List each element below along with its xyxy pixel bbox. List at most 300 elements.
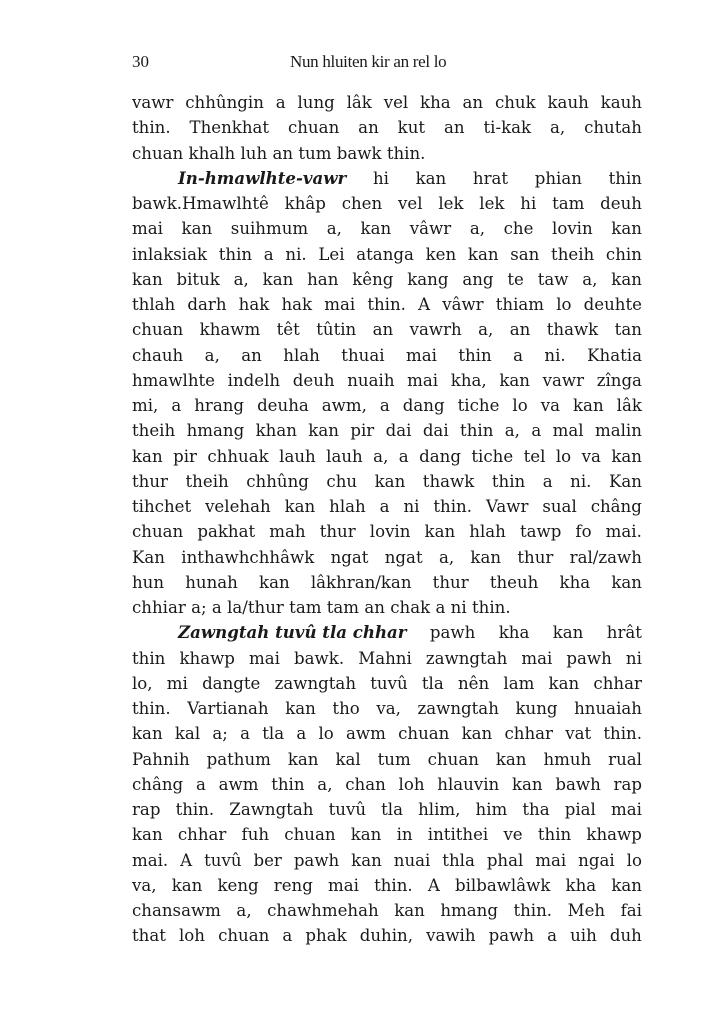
- word: Pahnih: [132, 749, 190, 769]
- text-line: [132, 797, 642, 822]
- word: tan: [614, 320, 642, 340]
- word: a: [275, 93, 286, 112]
- word: che: [503, 219, 534, 239]
- text-line-first: [132, 620, 642, 645]
- text-line: [132, 898, 642, 923]
- paragraph-2: [132, 166, 642, 621]
- word: kal: [174, 724, 201, 744]
- word: tla: [421, 673, 444, 693]
- word: a,: [233, 269, 249, 289]
- text-line: [132, 368, 642, 393]
- word: kan: [461, 724, 493, 744]
- word: ngai: [578, 850, 615, 870]
- text-line: [132, 519, 642, 544]
- word: chuan: [132, 320, 184, 340]
- word: lâk: [346, 93, 372, 112]
- word: khalh: [188, 143, 236, 163]
- word: chansawm: [132, 901, 221, 920]
- word: lam: [503, 673, 535, 693]
- word: tla: [262, 724, 285, 744]
- text-line: [132, 671, 642, 696]
- word: kan: [132, 446, 163, 466]
- word: theih: [185, 471, 229, 491]
- word: thawk: [546, 320, 599, 340]
- text-line: [132, 545, 642, 570]
- word: chuan: [132, 143, 184, 163]
- word: tuvû: [204, 850, 242, 870]
- word: tuvû: [370, 673, 408, 693]
- word: awm,: [321, 396, 367, 415]
- word: dangte: [202, 673, 261, 693]
- word: chutah: [584, 118, 642, 138]
- word: a: [379, 497, 390, 516]
- word: hunah: [185, 572, 238, 592]
- word: tûtin: [316, 320, 357, 340]
- text-line: [132, 747, 642, 772]
- word: hlah: [469, 522, 506, 542]
- word: lo: [318, 724, 334, 744]
- word: thin: [537, 825, 572, 845]
- word: pawh: [566, 648, 612, 668]
- word: ni: [450, 598, 467, 617]
- word: dang: [402, 396, 445, 415]
- word: a: [240, 724, 250, 744]
- word: a: [282, 926, 293, 946]
- word: tel: [523, 446, 546, 466]
- word: a;: [191, 598, 207, 617]
- word: bituk: [176, 269, 220, 289]
- page-header: [132, 52, 642, 76]
- word: a,: [373, 446, 389, 466]
- word: ber: [253, 850, 282, 870]
- word: vawr: [132, 93, 174, 112]
- word: kan: [611, 219, 642, 239]
- word: thin.: [175, 800, 215, 819]
- word: mi: [166, 673, 188, 693]
- word: dai: [385, 421, 412, 441]
- word: Meh: [567, 901, 606, 920]
- word: in: [396, 825, 413, 845]
- word: kan: [181, 219, 213, 239]
- word: khawm: [199, 320, 261, 340]
- word: kan: [470, 547, 502, 567]
- word: thur: [432, 572, 469, 592]
- word: phal: [486, 850, 524, 870]
- word: kauh: [600, 93, 642, 112]
- word: kan: [284, 497, 316, 516]
- word: mai: [521, 648, 553, 668]
- word: kan: [308, 421, 339, 441]
- word: sual: [542, 497, 577, 516]
- word: chuan: [132, 522, 184, 542]
- word: mai: [249, 648, 280, 668]
- word: a: [211, 598, 222, 617]
- word: tuvû: [328, 800, 367, 819]
- word: a: [379, 396, 390, 415]
- text-line: [132, 873, 642, 898]
- word: an: [462, 93, 484, 112]
- word: deuh: [292, 370, 335, 390]
- word: Kan: [608, 471, 642, 491]
- word: vawr: [542, 370, 585, 390]
- word: vâwr: [442, 295, 484, 314]
- word: thin.: [471, 598, 511, 617]
- term-in-hmawlhte-vawr: In-hmawlhte-vawr: [178, 167, 347, 188]
- word: A: [427, 875, 440, 895]
- word: tla: [381, 800, 403, 819]
- paragraph-1: [132, 90, 642, 166]
- word: hlah: [329, 497, 366, 516]
- word: fo: [575, 522, 592, 542]
- word: kan: [374, 471, 406, 491]
- word: rap: [613, 774, 642, 794]
- word: keng: [217, 875, 259, 895]
- word: deuhte: [583, 295, 642, 314]
- word: hrat: [472, 168, 509, 188]
- word: thin: [491, 471, 526, 491]
- word: hnuaiah: [574, 699, 642, 718]
- text-line: [132, 216, 642, 241]
- word: an: [358, 118, 379, 138]
- text-line: [132, 90, 642, 115]
- word: chin: [605, 244, 642, 264]
- word: kut: [397, 118, 426, 138]
- text-line: [132, 242, 642, 267]
- word: deuha: [257, 396, 309, 415]
- word: a: [263, 244, 274, 264]
- word: luh: [240, 143, 268, 163]
- word: a,: [504, 421, 520, 441]
- word: pawh: [429, 623, 476, 643]
- word: Zawngtah: [229, 800, 314, 819]
- text-line: [132, 418, 642, 443]
- word: châng: [132, 774, 184, 794]
- word: hak: [281, 295, 313, 314]
- word: indelh: [227, 370, 281, 390]
- word: a,: [550, 118, 566, 138]
- word: kan: [424, 522, 456, 542]
- word: kêng: [352, 269, 394, 289]
- word: a,: [236, 901, 252, 920]
- word: lâk: [616, 396, 642, 415]
- word: mai: [132, 219, 163, 239]
- word: vawih: [426, 926, 476, 946]
- word: thin.: [386, 143, 426, 163]
- word: awm: [218, 774, 259, 794]
- word: hun: [132, 572, 165, 592]
- word: mi,: [132, 396, 159, 415]
- word: vat: [565, 724, 592, 744]
- word: taw: [537, 269, 569, 289]
- word: lung: [297, 93, 335, 112]
- word: tam: [552, 194, 585, 213]
- word: thin: [218, 244, 253, 264]
- word: han: [307, 269, 339, 289]
- word: kan: [552, 623, 584, 643]
- word: tum: [298, 143, 332, 163]
- word: thlah: [132, 295, 176, 314]
- word: an: [509, 320, 531, 340]
- word: an: [272, 143, 294, 163]
- word: va,: [376, 699, 401, 718]
- word: thin.: [132, 118, 171, 138]
- word: an: [241, 345, 262, 365]
- word: mai.: [132, 850, 169, 870]
- word: lo: [626, 850, 642, 870]
- word: kan: [467, 244, 499, 264]
- word: theuh: [489, 572, 539, 592]
- paragraph-3: [132, 620, 642, 948]
- word: ang: [462, 269, 494, 289]
- word: bilbawlâwk: [454, 875, 551, 895]
- text-line: [132, 141, 642, 166]
- word: lovin: [369, 522, 411, 542]
- word: chhuak: [207, 446, 269, 466]
- word: phak: [305, 926, 347, 946]
- word: ni.: [285, 244, 307, 264]
- word: kang: [407, 269, 449, 289]
- text-line: [132, 721, 642, 746]
- word: hmuh: [543, 749, 592, 769]
- word: thiam: [495, 295, 545, 314]
- word: that: [132, 926, 166, 946]
- word: ni.: [544, 345, 566, 365]
- word: lo: [555, 446, 572, 466]
- word: thin.: [367, 295, 406, 314]
- word: chauh: [132, 345, 184, 365]
- word: pial: [564, 800, 596, 819]
- word: kan: [611, 875, 642, 895]
- word: mah: [269, 522, 306, 542]
- word: kan: [287, 749, 319, 769]
- word: tam: [289, 598, 322, 617]
- word: zawngtah: [417, 699, 499, 718]
- word: chuan: [398, 724, 450, 744]
- word: la/thur: [227, 598, 284, 617]
- word: vâwr: [409, 219, 452, 239]
- word: ni.: [570, 471, 592, 491]
- word: thur: [319, 522, 356, 542]
- word: lovin: [552, 219, 593, 239]
- word: inthawhchhâwk: [181, 547, 315, 567]
- word: lâkhran/kan: [310, 572, 412, 592]
- word: phian: [534, 168, 582, 188]
- word: kal: [335, 749, 361, 769]
- word: thur: [517, 547, 554, 567]
- word: chan: [345, 774, 386, 794]
- word: vel: [398, 194, 423, 213]
- word: an: [372, 320, 394, 340]
- word: lek: [479, 194, 505, 213]
- word: darh: [187, 295, 227, 314]
- word: chhiar: [132, 598, 186, 617]
- text-line: [132, 343, 642, 368]
- word: mai.: [605, 522, 642, 542]
- word: lo: [512, 396, 528, 415]
- word: chak: [390, 598, 431, 617]
- text-line: [132, 469, 642, 494]
- word: hrang: [194, 396, 245, 415]
- word: khan: [255, 421, 297, 441]
- word: suihmum: [230, 219, 309, 239]
- word: a: [435, 598, 446, 617]
- word: mai: [405, 345, 437, 365]
- word: chhûngin: [185, 93, 264, 112]
- word: kan: [611, 446, 642, 466]
- word: zawngtah: [425, 648, 508, 668]
- text-line: [132, 292, 642, 317]
- word: chu: [326, 471, 358, 491]
- word: tawp: [519, 522, 562, 542]
- word: ve: [503, 825, 523, 845]
- word: A: [180, 850, 193, 870]
- word: a: [195, 774, 206, 794]
- word: tiche: [457, 396, 500, 415]
- word: kan: [499, 370, 530, 390]
- text-line: [132, 115, 642, 140]
- word: tiche: [471, 446, 514, 466]
- word: hlauvin: [437, 774, 500, 794]
- word: atanga: [356, 244, 414, 264]
- word: chuk: [494, 93, 536, 112]
- word: Thenkhat: [189, 118, 270, 138]
- text-line: [132, 494, 642, 519]
- word: vawrh: [409, 320, 462, 340]
- word: lauh: [326, 446, 363, 466]
- word: ral/zawh: [569, 547, 642, 567]
- word: chhar: [177, 825, 227, 845]
- word: ngat: [330, 547, 369, 567]
- word: intithei: [427, 825, 489, 845]
- word: fuh: [241, 825, 270, 845]
- word: an: [444, 118, 465, 138]
- word: him: [475, 800, 508, 819]
- word: thla: [442, 850, 475, 870]
- word: bawk.Hmawlhtê: [132, 194, 269, 213]
- word: thin: [132, 648, 166, 668]
- word: pir: [350, 421, 375, 441]
- word: loh: [398, 774, 425, 794]
- text-line: [132, 923, 642, 948]
- word: a: [531, 421, 542, 441]
- word: mai: [407, 370, 439, 390]
- text-line: [132, 570, 642, 595]
- word: chen: [341, 194, 383, 213]
- word: kha: [559, 572, 591, 592]
- word: kan: [394, 901, 425, 920]
- word: thin.: [603, 724, 642, 744]
- word: thin: [608, 168, 642, 188]
- word: bawh: [555, 774, 601, 794]
- word: chuan: [288, 118, 340, 138]
- body-text: [132, 90, 642, 949]
- word: ni: [403, 497, 420, 516]
- word: va: [540, 396, 560, 415]
- word: bawk.: [294, 648, 345, 668]
- word: chuan: [284, 825, 336, 845]
- word: a: [398, 446, 409, 466]
- word: zînga: [596, 370, 642, 390]
- word: kan: [360, 219, 392, 239]
- text-line: [132, 393, 642, 418]
- word: hlah: [283, 345, 320, 365]
- word: fai: [620, 901, 642, 920]
- word: thin.: [433, 497, 473, 516]
- word: kan: [350, 825, 382, 845]
- word: theih: [551, 244, 595, 264]
- word: nuaih: [347, 370, 395, 390]
- word: Lei: [318, 244, 345, 264]
- word: chhar: [593, 673, 642, 693]
- word: uih: [570, 926, 597, 946]
- word: rual: [608, 749, 642, 769]
- word: nuai: [393, 850, 431, 870]
- word: a,: [469, 219, 485, 239]
- word: a,: [326, 219, 342, 239]
- word: kan: [495, 749, 527, 769]
- word: awm: [346, 724, 386, 744]
- word: tihchet: [132, 497, 192, 516]
- word: pawh: [488, 926, 535, 946]
- word: thuai: [341, 345, 385, 365]
- word: rap: [132, 800, 161, 819]
- word: mai: [328, 875, 359, 895]
- word: deuh: [600, 194, 642, 213]
- word: mai: [610, 800, 642, 819]
- word: a: [296, 724, 307, 744]
- word: hi: [520, 194, 537, 213]
- word: chhûng: [246, 471, 309, 491]
- word: hmang: [186, 421, 245, 441]
- term-zawngtah-tuvu-tla-chhar: Zawngtah tuvû tla chhar: [178, 622, 407, 643]
- text-line: [132, 191, 642, 216]
- word: kha: [565, 875, 597, 895]
- word: ni: [625, 648, 642, 668]
- word: thin.: [513, 901, 553, 920]
- word: thin.: [374, 875, 413, 895]
- word: kan: [132, 825, 163, 845]
- word: kan: [132, 269, 163, 289]
- word: chawhmehah: [267, 901, 379, 920]
- word: inlaksiak: [132, 244, 208, 264]
- word: malin: [594, 421, 642, 441]
- text-line: [132, 646, 642, 671]
- word: hi: [372, 168, 389, 188]
- word: a: [513, 345, 523, 365]
- word: thin: [271, 774, 305, 794]
- word: kha: [420, 93, 451, 112]
- word: chhar: [504, 724, 553, 744]
- word: a: [547, 926, 558, 946]
- text-line: [132, 696, 642, 721]
- word: khawp: [586, 825, 642, 845]
- word: hmawlhte: [132, 370, 216, 390]
- word: theih: [132, 421, 176, 441]
- word: tha: [522, 800, 550, 819]
- word: pakhat: [197, 522, 256, 542]
- word: lek: [438, 194, 464, 213]
- word: Mahni: [358, 648, 412, 668]
- word: a: [171, 396, 182, 415]
- word: a,: [478, 320, 494, 340]
- word: pir: [173, 446, 197, 466]
- word: châng: [590, 497, 642, 516]
- word: lauh: [279, 446, 316, 466]
- page-number: 30: [132, 52, 149, 71]
- text-line: [132, 595, 642, 620]
- word: kung: [515, 699, 558, 718]
- word: an: [364, 598, 385, 617]
